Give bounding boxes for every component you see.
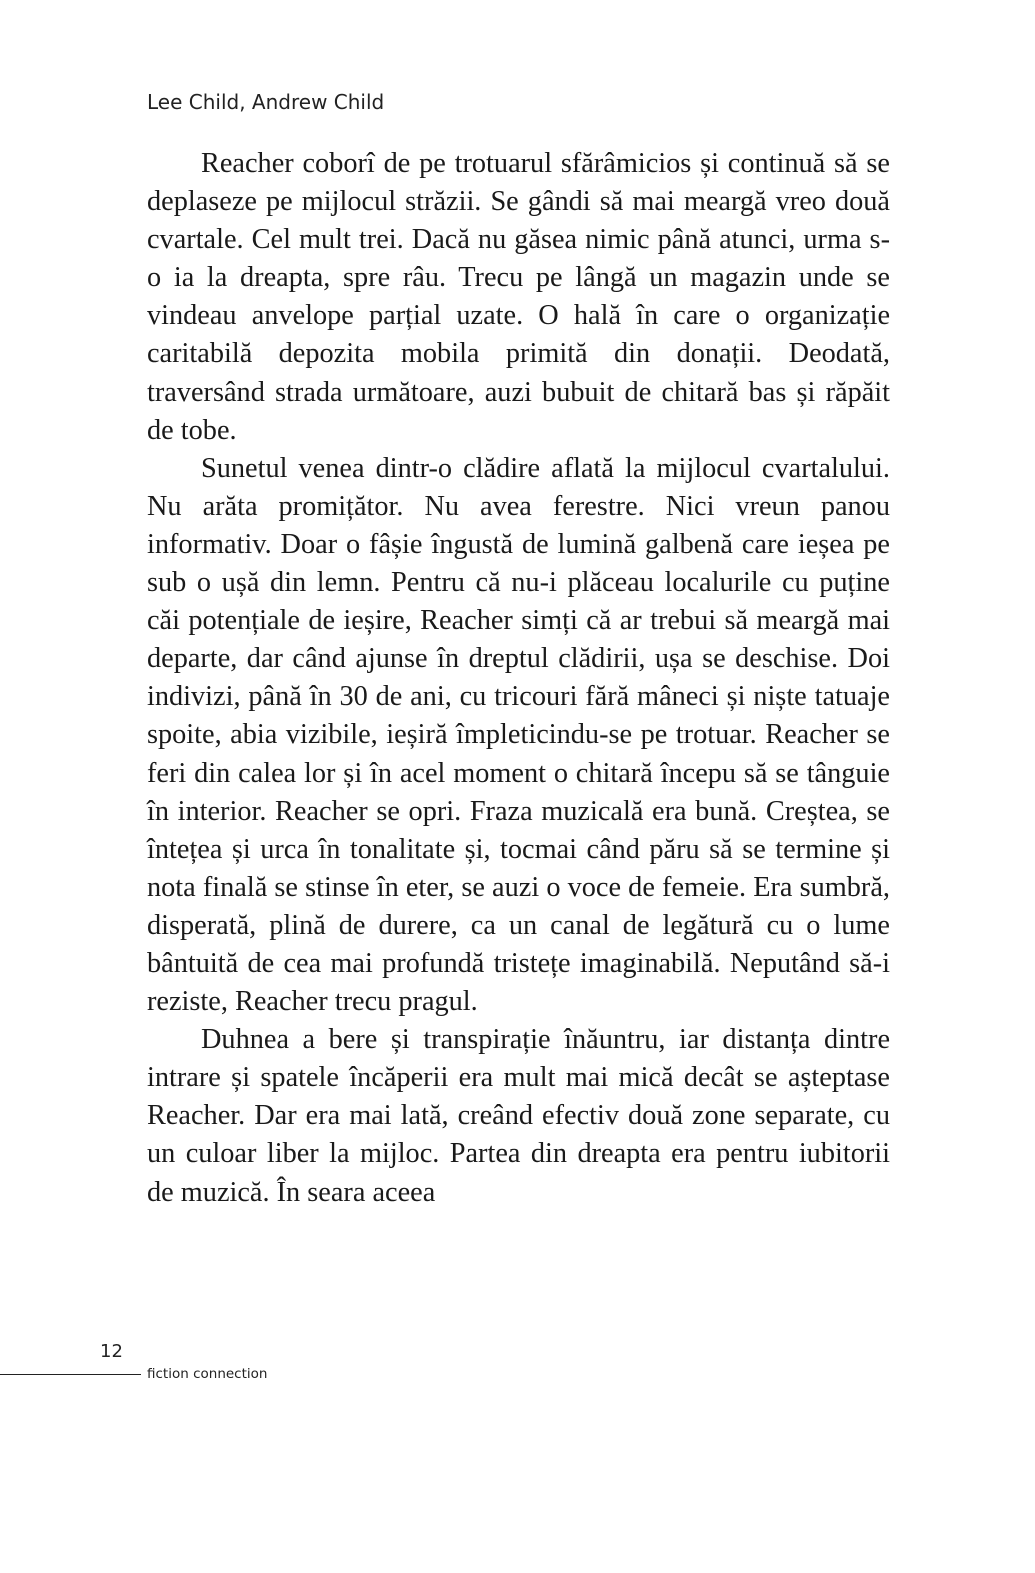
page-number: 12 [100, 1341, 123, 1362]
paragraph-3: Duhnea a bere și transpirație înăuntru, iar distanța dintre intrare și spatele încăperii era mult mai mică decât se așteptase Reacher. Dar era mai lată, creând efectiv două zone separate, cu un culoar liber la mijloc. Partea din dreapta era pentru iubitorii de muzică. În seara aceea [147, 1024, 890, 1208]
running-head-authors: Lee Child, Andrew Child [147, 90, 385, 114]
body-text [147, 145, 890, 1212]
paragraph-2: Sunetul venea dintr-o clădire aflată la mijlocul cvartalului. Nu arăta promițător. Nu avea ferestre. Nici vreun panou informativ. Doar o fâșie îngustă de lumină galbenă care ieșea pe sub o ușă din lemn. Pentru că nu-i plăceau localurile cu puține căi potențiale de ieșire, Reacher simți că ar trebui să meargă mai departe, dar când ajunse în dreptul clădirii, ușa se deschise. Doi indivizi, până în 30 de ani, cu tricouri fără mâneci și niște tatuaje spoite, abia vizibile, ieșiră împleticindu-se pe trotuar. Reacher se feri din calea lor și în acel moment o chitară începu să se tânguie în interior. Reacher se opri. Fraza muzicală era bună. Creștea, se întețea și urca în tonalitate și, tocmai când păru să se termine și nota finală se stinse în eter, se auzi o voce de femeie. Era sumbră, disperată, plină de durere, ca un canal de legătură cu o lume bântuită de cea mai profundă tristețe imaginabilă. Neputând să-i reziste, Reacher trecu pragul. [147, 452, 890, 1018]
imprint-label: fiction connection [147, 1366, 268, 1382]
paragraph-1: Reacher coborî de pe trotuarul sfărâmicios și continuă să se deplaseze pe mijlocul străzii. Se gândi să mai meargă vreo două cvartale. Cel mult trei. Dacă nu găsea nimic până atunci, urma s-o ia la dreapta, spre râu. Trecu pe lângă un magazin unde se vindeau anvelope parțial uzate. O hală în care o organizație caritabilă depozita mobila primită din donații. Deodată, traversând strada următoare, auzi bubuit de chitară bas și răpăit de tobe. [147, 148, 890, 446]
footer-rule [0, 1374, 141, 1375]
